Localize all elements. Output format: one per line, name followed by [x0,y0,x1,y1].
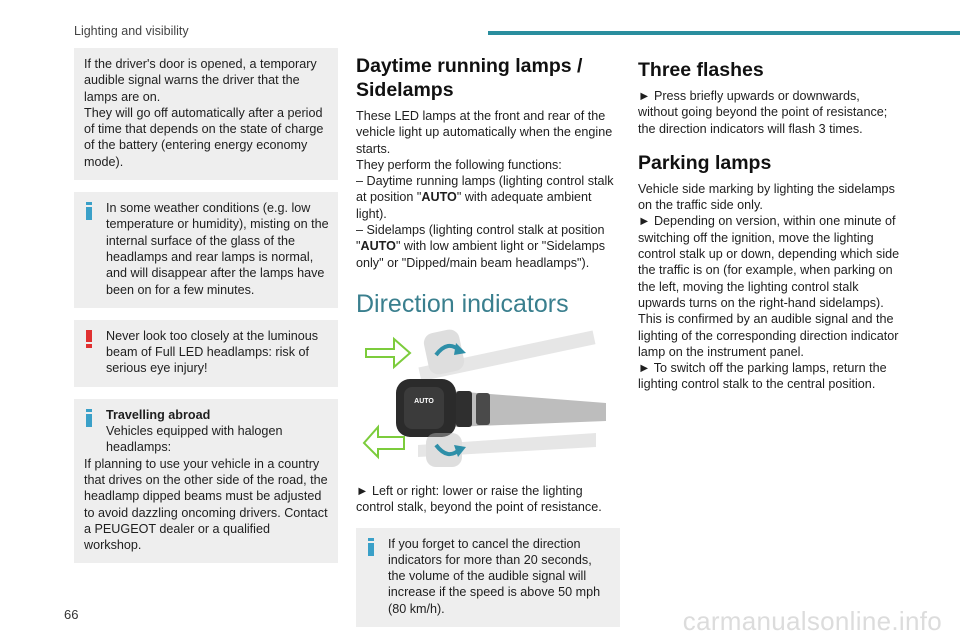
lighting-stalk [396,379,606,437]
economy-mode-text: They will go off automatically after a period of time that depends on the state of charge of the battery (entering energy economy mode). [84,105,324,169]
section-header: Lighting and visibility [74,24,189,38]
led-warning-text: Never look too closely at the luminous beam of Full LED headlamps: risk of serious eye injury! [106,328,319,376]
arrow-up-icon [366,339,410,367]
parking-p4: ► To switch off the parking lamps, return the lighting control stalk to the central position. [638,361,887,392]
drl-heading: Daytime running lamps / Sidelamps [356,55,583,101]
door-warning-box [74,48,338,180]
info-icon [368,538,374,560]
three-flashes-heading: Three flashes [638,59,764,81]
drl-intro: These LED lamps at the front and rear of the vehicle light up automatically when the engine starts. [356,109,613,156]
misting-note-text: In some weather conditions (e.g. low temperature or humidity), misting on the internal surface of the glass of the headlamps and rear lamps is normal, and will disappear after the lamps have been on for a few minutes. [106,201,329,297]
drl-function-1: – Daytime running lamps (lighting control stalk at position "AUTO" with adequate ambient light). [356,174,614,221]
header-accent-bar [488,31,960,35]
info-icon [86,202,92,224]
direction-instruction: ► Left or right: lower or raise the lighting control stalk, beyond the point of resistance. [356,483,602,515]
column-left [74,48,338,575]
arrow-left-icon [364,427,404,457]
stalk-lower-ghost [418,433,596,467]
column-right [638,48,902,393]
indicator-note-box [356,528,620,627]
watermark-text: carmanualsonline.info [682,606,942,636]
door-warning-text: If the driver's door is opened, a temporary audible signal warns the driver that the lamps are on. [84,57,317,104]
travelling-abroad-box [74,399,338,564]
halogen-text: Vehicles equipped with halogen headlamps: [106,424,283,455]
travelling-abroad-title: Travelling abroad [106,407,211,422]
parking-lamps-heading: Parking lamps [638,151,772,174]
stalk-upper-ghost [418,329,595,381]
column-middle [356,48,620,639]
drl-function-2: – Sidelamps (lighting control stalk at position "AUTO" with low ambient light or "Sidelamps only" or "Dipped/main beam headlamps"). [356,223,606,270]
indicator-stalk-illustration [356,329,620,469]
three-flashes-text: ► Press briefly upwards or downwards, without going beyond the point of resistance; the direction indicators will flash 3 times. [638,89,888,136]
info-icon [86,409,92,431]
parking-p2: ► Depending on version, within one minute of switching off the ignition, move the lighting control stalk up or down, depending which side the traffic is on (for example, when parking on the left, moving the lighting control stalk upwards turns on the right-hand sidelamps). [638,214,900,310]
parking-p3: This is confirmed by an audible signal and the lighting of the corresponding direction indicator lamp on the instrument panel. [638,312,899,359]
warning-icon [86,330,92,352]
led-warning-box [74,320,338,387]
parking-p1: Vehicle side marking by lighting the sidelamps on the traffic side only. [638,181,895,213]
page-number: 66 [64,607,79,622]
adjust-beams-text: If planning to use your vehicle in a country that drives on the other side of the road, the headlamp dipped beams must be adjusted to avoid dazzling oncoming drivers. Contact a PEUGEOT dealer or a qualified workshop. [84,456,328,553]
misting-note-box [74,192,338,308]
direction-indicators-heading: Direction indicators [356,289,569,318]
stalk-auto-label: AUTO [414,397,434,405]
drl-functions-intro: They perform the following functions: [356,157,562,172]
indicator-note-text: If you forget to cancel the direction indicators for more than 20 seconds, the volume of the audible signal will increase if the speed is above 50 mph (80 km/h). [388,536,601,616]
